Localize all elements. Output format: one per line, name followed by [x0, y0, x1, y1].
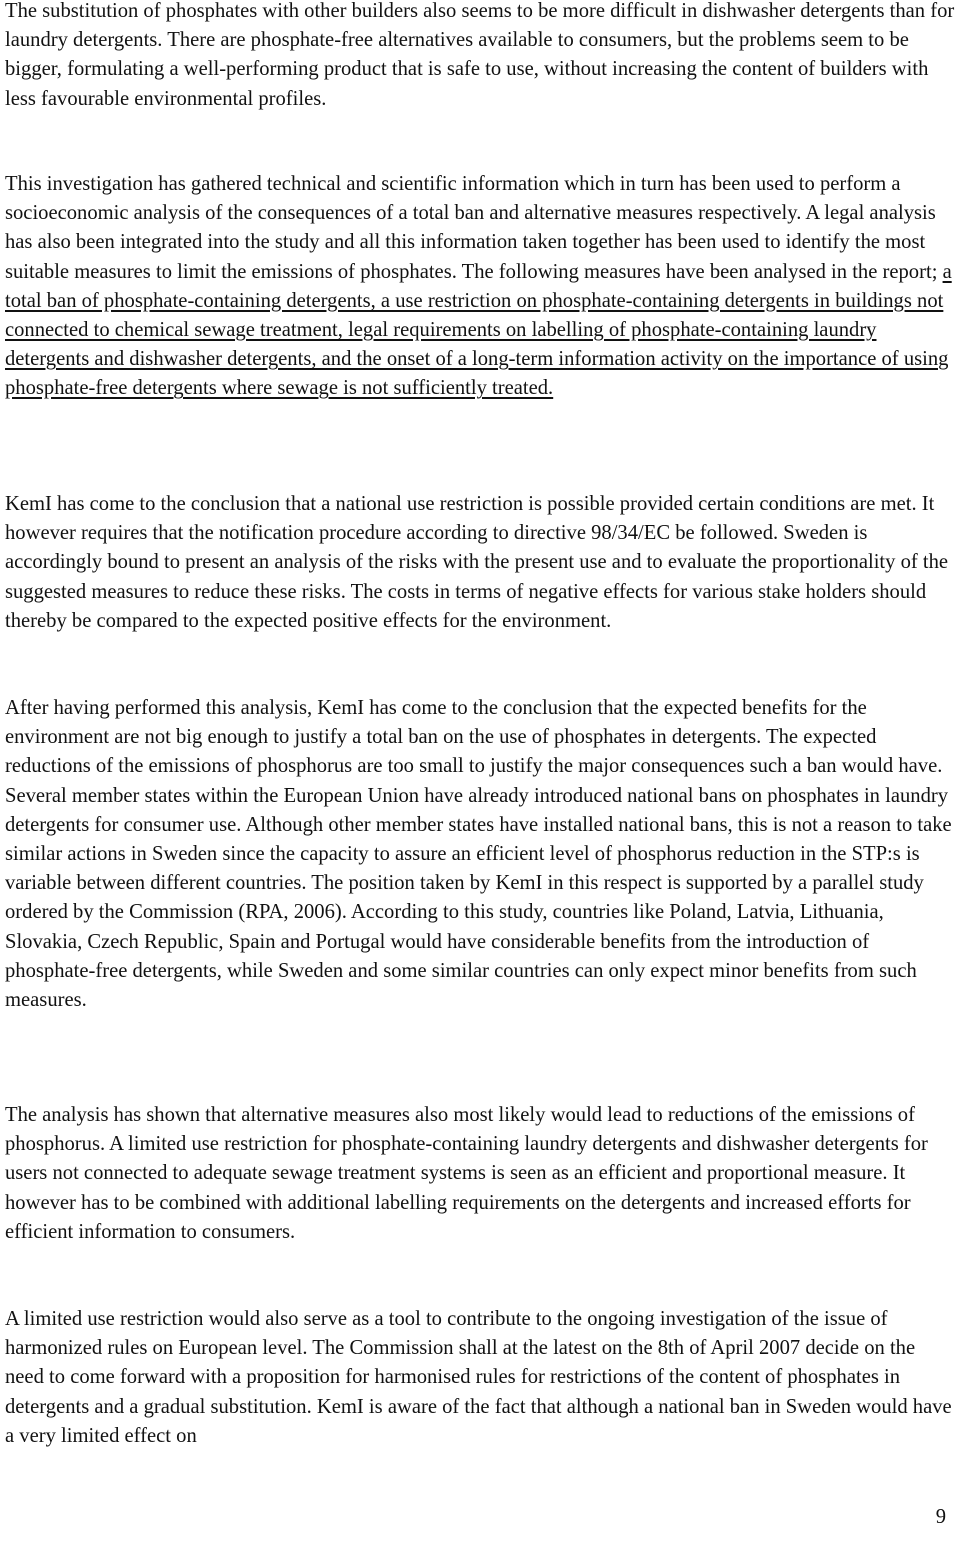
paragraph-investigation — [5, 170, 958, 404]
page-number: 9 — [935, 1506, 946, 1528]
paragraph-limited-use-restriction: A limited use restriction would also serve as a tool to contribute to the ongoing investigation of the issue of harmonized rules on European level. The Commission shall at the latest on the 8th of April 2007 decide on the need to come forward with a proposition for harmonised rules for restrictions of the content of phosphates in detergents and a gradual substitution. KemI is aware of the fact that although a national ban in Sweden would have a very limited effect on — [5, 1308, 952, 1447]
paragraph-investigation-text: This investigation has gathered technical and scientific information which in turn has been used to perform a socioeconomic analysis of the consequences of a total ban and alternative measures respectively. A legal analysis has also been integrated into the study and all this information taken together has been used to identify the most suitable measures to limit the emissions of phosphates. The following measures have been analysed in the report; — [5, 173, 943, 283]
paragraph-analysis-results: After having performed this analysis, KemI has come to the conclusion that the expected benefits for the environment are not big enough to justify a total ban on the use of phosphates in detergents. The expected reductions of the emissions of phosphorus are too small to justify the major consequences such a ban would have. Several member states within the European Union have already introduced national bans on phosphates in laundry detergents for consumer use. Although other member states have installed national bans, this is not a reason to take similar actions in Sweden since the capacity to assure an efficient level of phosphorus reduction in the STP:s is variable between different countries. The position taken by KemI in this respect is supported by a parallel study ordered by the Commission (RPA, 2006). According to this study, countries like Poland, Latvia, Lithuania, Slovakia, Czech Republic, Spain and Portugal would have considerable benefits from the introduction of phosphate-free detergents, while Sweden and some similar countries can only expect minor benefits from such measures. — [5, 697, 952, 1012]
paragraph-alternative-measures: The analysis has shown that alternative measures also most likely would lead to reductions of the emissions of phosphorus. A limited use restriction for phosphate-containing laundry detergents and dishwasher detergents for users not connected to adequate sewage treatment systems is seen as an efficient and proportional measure. It however has to be combined with additional labelling requirements on the detergents and increased efforts for efficient information to consumers. — [5, 1104, 928, 1243]
paragraph-kemi-conclusion: KemI has come to the conclusion that a national use restriction is possible provided certain conditions are met. It however requires that the notification procedure according to directive 98/34/EC be followed. Sweden is accordingly bound to present an analysis of the risks with the present use and to evaluate the proportionality of the suggested measures to reduce these risks. The costs in terms of negative effects for various stake holders should thereby be compared to the expected positive effects for the environment. — [5, 493, 949, 632]
paragraph-investigation-measures-underlined: a total ban of phosphate-containing detergents, a use restriction on phosphate-containing detergents in buildings not connected to chemical sewage treatment, legal requirements on labelling of phosphate-containing laundry detergents and dishwasher detergents, and the onset of a long-term information activity on the importance of using phosphate-free detergents where sewage is not sufficiently treated. — [5, 260, 952, 400]
paragraph-builders-substitution: The substitution of phosphates with other builders also seems to be more difficult in dishwasher detergents than for laundry detergents. There are phosphate-free alternatives available to consumers, but the problems seem to be bigger, formulating a well-performing product that is safe to use, without increasing the content of builders with less favourable environmental profiles. — [5, 0, 955, 110]
